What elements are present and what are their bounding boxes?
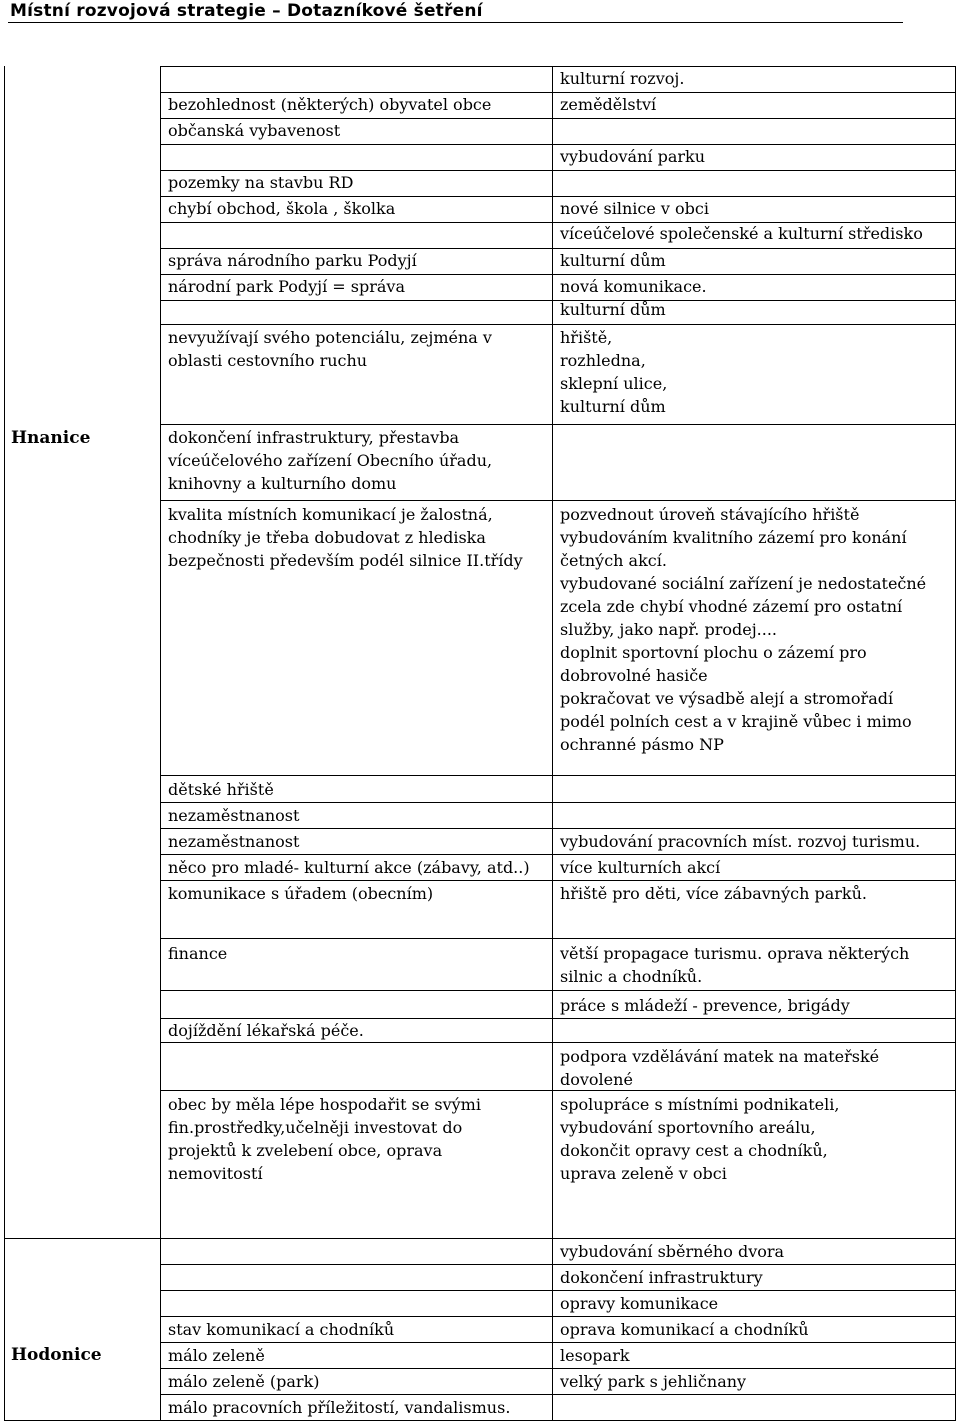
table-cell-left: obec by měla lépe hospodařit se svými: [168, 1095, 481, 1114]
grid-line: [160, 1368, 956, 1369]
table-cell-right: lesopark: [560, 1346, 630, 1365]
table-cell-left: občanská vybavenost: [168, 121, 341, 140]
table-cell-right: hřiště pro děti, více zábavných parků.: [560, 884, 867, 903]
grid-line: [160, 854, 956, 855]
table-cell-right: oprava komunikací a chodníků: [560, 1320, 809, 1339]
table-cell-right: sklepní ulice,: [560, 374, 668, 393]
table-cell-right: vybudováním kvalitního zázemí pro konání: [560, 528, 907, 547]
grid-line: [4, 1238, 956, 1239]
table-cell-right: více kulturních akcí: [560, 858, 721, 877]
table-cell-left: nevyužívají svého potenciálu, zejména v: [168, 328, 492, 347]
table-cell-right: opravy komunikace: [560, 1294, 719, 1313]
grid-line: [160, 828, 956, 829]
table-cell-left: bezpečnosti především podél silnice II.třídy: [168, 551, 523, 570]
table-cell-left: chodníky je třeba dobudovat z hlediska: [168, 528, 486, 547]
header-rule: [8, 22, 903, 23]
grid-line: [160, 1342, 956, 1343]
grid-line: [552, 66, 553, 1421]
table-cell-left: málo pracovních příležitostí, vandalismus.: [168, 1398, 511, 1417]
table-cell-right: vybudování sportovního areálu,: [560, 1118, 816, 1137]
grid-line: [160, 424, 956, 425]
grid-line: [955, 66, 956, 1421]
grid-line: [160, 880, 956, 881]
grid-line: [160, 1042, 956, 1043]
table-cell-right: nové silnice v obci: [560, 199, 709, 218]
table-cell-right: nová komunikace.: [560, 277, 707, 296]
table-cell-left: projektů k zvelebení obce, oprava: [168, 1141, 443, 1160]
table-cell-left: nezaměstnanost: [168, 832, 300, 851]
grid-line: [160, 1264, 956, 1265]
table-cell-right: dovolené: [560, 1070, 633, 1089]
table-cell-right: větší propagace turismu. oprava některých: [560, 944, 910, 963]
grid-line: [160, 324, 956, 325]
table-cell-right: pozvednout úroveň stávajícího hřiště: [560, 505, 860, 524]
table-cell-right: víceúčelové společenské a kulturní středisko: [560, 224, 923, 243]
table-cell-left: dětské hřiště: [168, 780, 274, 799]
table-cell-left: oblasti cestovního ruchu: [168, 351, 368, 370]
table-cell-right: podpora vzdělávání matek na mateřské: [560, 1047, 880, 1066]
table-cell-left: stav komunikací a chodníků: [168, 1320, 395, 1339]
table-cell-left: něco pro mladé- kulturní akce (zábavy, atd..): [168, 858, 530, 877]
grid-line: [160, 1290, 956, 1291]
grid-line: [160, 66, 956, 67]
table-cell-right: hřiště,: [560, 328, 613, 347]
table-cell-right: doplnit sportovní plochu o zázemí pro: [560, 643, 867, 662]
town-label-hnanice: Hnanice: [11, 428, 91, 448]
table-cell-right: vybudování sběrného dvora: [560, 1242, 785, 1261]
grid-line: [160, 990, 956, 991]
table-cell-right: služby, jako např. prodej....: [560, 620, 777, 639]
grid-line: [160, 66, 161, 1421]
table-cell-right: práce s mládeží - prevence, brigády: [560, 996, 850, 1015]
table-cell-left: bezohlednost (některých) obyvatel obce: [168, 95, 492, 114]
table-cell-left: málo zeleně (park): [168, 1372, 320, 1391]
table-cell-right: ochranné pásmo NP: [560, 735, 724, 754]
table-cell-right: kulturní dům: [560, 300, 666, 319]
table-cell-right: dokončení infrastruktury: [560, 1268, 763, 1287]
grid-line: [160, 938, 956, 939]
table-cell-right: pokračovat ve výsadbě alejí a stromořadí: [560, 689, 894, 708]
table-cell-right: podél polních cest a v krajině vůbec i mimo: [560, 712, 912, 731]
table-cell-right: četných akcí.: [560, 551, 667, 570]
table-cell-right: kulturní dům: [560, 251, 666, 270]
table-cell-right: spolupráce s místními podnikateli,: [560, 1095, 840, 1114]
grid-line: [160, 300, 956, 301]
table-cell-right: silnic a chodníků.: [560, 967, 703, 986]
table-cell-left: finance: [168, 944, 228, 963]
table-cell-left: nezaměstnanost: [168, 806, 300, 825]
table-cell-right: zemědělství: [560, 95, 657, 114]
grid-line: [160, 802, 956, 803]
table-cell-right: vybudování pracovních míst. rozvoj turismu.: [560, 832, 921, 851]
table-cell-left: kvalita místních komunikací je žalostná,: [168, 505, 493, 524]
table-cell-right: vybudované sociální zařízení je nedostatečné: [560, 574, 927, 593]
grid-line: [160, 144, 956, 145]
table-cell-left: pozemky na stavbu RD: [168, 173, 354, 192]
page-title: Místní rozvojová strategie – Dotazníkové šetření: [10, 1, 483, 21]
grid-line: [160, 1090, 956, 1091]
grid-line: [4, 66, 5, 1421]
grid-line: [160, 1394, 956, 1395]
table-cell-right: kulturní rozvoj.: [560, 69, 685, 88]
grid-line: [160, 500, 956, 501]
grid-line: [160, 1316, 956, 1317]
table-cell-left: víceúčelového zařízení Obecního úřadu,: [168, 451, 493, 470]
table-cell-right: zcela zde chybí vhodné zázemí pro ostatní: [560, 597, 903, 616]
table-cell-left: nemovitostí: [168, 1164, 263, 1183]
table-cell-right: velký park s jehličnany: [560, 1372, 747, 1391]
grid-line: [4, 1420, 956, 1421]
table-cell-left: dojíždění lékařská péče.: [168, 1021, 364, 1040]
table-cell-left: komunikace s úřadem (obecním): [168, 884, 434, 903]
table-cell-left: dokončení infrastruktury, přestavba: [168, 428, 460, 447]
table-cell-right: dobrovolné hasiče: [560, 666, 708, 685]
table-cell-left: chybí obchod, škola , školka: [168, 199, 396, 218]
table-cell-right: uprava zeleně v obci: [560, 1164, 727, 1183]
table-cell-left: fin.prostředky,učelněji investovat do: [168, 1118, 463, 1137]
table-cell-right: rozhledna,: [560, 351, 646, 370]
table-cell-left: správa národního parku Podyjí: [168, 251, 417, 270]
table-cell-left: národní park Podyjí = správa: [168, 277, 405, 296]
grid-line: [160, 775, 956, 776]
table-cell-left: málo zeleně: [168, 1346, 265, 1365]
table-cell-right: dokončit opravy cest a chodníků,: [560, 1141, 828, 1160]
table-cell-left: knihovny a kulturního domu: [168, 474, 397, 493]
table-cell-right: kulturní dům: [560, 397, 666, 416]
table-cell-right: vybudování parku: [560, 147, 706, 166]
town-label-hodonice: Hodonice: [11, 1345, 102, 1365]
